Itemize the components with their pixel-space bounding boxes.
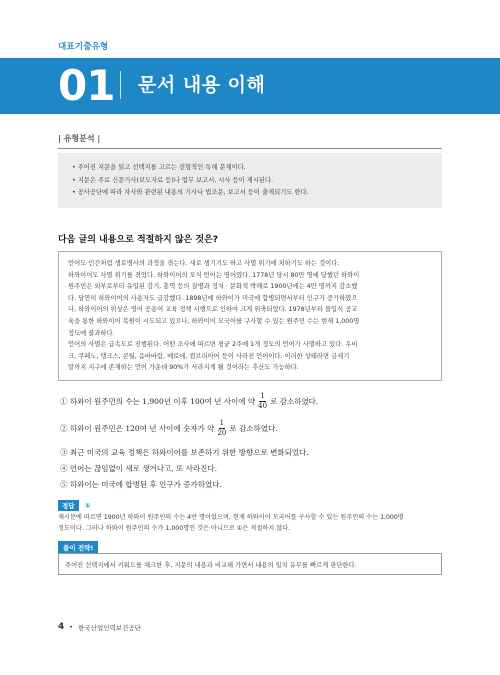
analysis-bullet: • 공사공단에 따라 자사와 관련된 내용의 기사나 법조문, 보고서 등이 출제되기도 한다.	[72, 189, 309, 196]
analysis-heading: | 유형분석 |	[58, 133, 442, 149]
option-2-suffix: 로 감소하였다.	[229, 424, 278, 433]
fraction-numerator: 1	[219, 419, 225, 427]
option-1-suffix: 로 감소하였다.	[270, 397, 319, 406]
banner-divider	[120, 71, 121, 99]
option-5[interactable]: ⑤ 하와이는 미국에 합병된 후 인구가 증가하였다.	[60, 480, 222, 489]
section-label: 대표기출유형	[58, 42, 109, 52]
fraction	[258, 392, 267, 411]
answer-explanation	[58, 512, 448, 534]
passage-line: 나, 하와이어의 위상은 영어 공용어 교육 정책 시행으로 인하여 크게 위축되었다. 1978년부터 몰입식 공교	[68, 306, 358, 314]
chapter-title: 문서 내용 이해	[138, 74, 266, 96]
passage-line: 크, 쿠페노, 탱크스, 콘월, 음바바람, 메로에, 컴브리아어 등이 사라진 언어이다. 이러한 상태라면 금세기	[68, 352, 350, 360]
passage-line: 정도에 불과하다.	[68, 329, 115, 337]
page-footer	[58, 622, 141, 632]
analysis-bullet: • 지문은 주로 신문기사(보도자료 등)나 업무 보고서, 시사 등이 제시된다.	[72, 176, 273, 184]
passage-line: 언어의 사멸은 급속도로 진행된다. 어떤 조사에 따르면 평균 2주에 1개 정도의 언어가 사멸하고 있다. 우비	[68, 341, 358, 349]
answer-badge: 정답	[58, 500, 79, 511]
option-1-text: ① 하와이 원주민의 수는 1,900년 이후 100여 년 사이에 약	[60, 397, 256, 406]
passage-line: 하와이어도 사멸 위기를 겪었다. 하와이어의 모식 언어는 영어였다. 1778년 당시 80만 명에 달했던 하와이	[68, 271, 360, 279]
analysis-box	[58, 153, 442, 208]
explanation-line: 정도이다. 그러나 하와이 원주민의 수가 1,000명인 것은 아니므로 ①은 적절하지 않다.	[58, 525, 291, 532]
organization-name: 한국산업인력보건공단	[78, 623, 141, 632]
answer-row	[58, 500, 91, 511]
chapter-number: 01	[58, 61, 115, 110]
title-banner	[0, 58, 500, 114]
footer-separator: •	[69, 623, 74, 631]
answer-value: ①	[84, 501, 91, 510]
option-3[interactable]: ③ 최근 미국의 교육 정책은 하와이어를 보존하기 위한 방향으로 변화되었다.	[60, 448, 309, 457]
option-1[interactable]	[60, 392, 318, 411]
passage-line: 언어도 인간처럼 생로병사의 과정을 겪는다. 새로 생기기도 하고 사멸 위기에 처하기도 하는 것이다.	[68, 260, 340, 267]
option-2[interactable]	[60, 419, 278, 438]
page-number: 4	[58, 622, 65, 632]
tip-box: 주어진 선택지에서 키워드를 체크한 후, 지문의 내용과 비교해 가면서 내용의 일치 유무를 빠르게 판단한다.	[58, 553, 442, 575]
passage-box	[58, 251, 442, 381]
fraction-numerator: 1	[260, 392, 265, 400]
passage-line: 원주민은 외부로부터 유입된 감기, 홍역 등의 질병과 정치 · 문화적 박해로 1900년에는 4만 명까지 감소했	[68, 283, 358, 291]
fraction	[217, 419, 226, 438]
analysis-bullet: • 주어진 지문을 읽고 선택지를 고르는 전형적인 독해 문제이다.	[72, 164, 246, 171]
explanation-line: 제시문에 따르면 1900년 하와이 원주민의 수는 4만 명이었으며, 현재 하와이어 모국어를 구사할 수 있는 원주민의 수는 1,000명	[58, 514, 404, 521]
fraction-denominator: 20	[217, 429, 227, 437]
fraction-denominator: 40	[258, 402, 268, 410]
tip-badge: 풀이 전략!	[58, 541, 98, 554]
option-2-text: ② 하와이 원주민은 120여 년 사이에 숫자가 약	[60, 424, 215, 433]
option-4[interactable]: ④ 언어는 끊임없이 새로 생겨나고, 또 사라진다.	[60, 464, 217, 473]
passage-line: 육을 통한 하와이어 복원이 시도되고 있으나, 하와이어 모국어를 구사할 수 있는 원주민 수는 현재 1,000명	[68, 317, 360, 325]
passage-line: 다. 당연히 하와이어의 사용자도 급감했다. 1898년에 하와이가 미국에 합병되면서부터 인구가 증가하였으	[68, 294, 358, 302]
question-text: 다음 글의 내용으로 적절하지 않은 것은?	[58, 235, 218, 245]
passage-line: 말까지 지구에 존재하는 언어 가운데 90%가 사라지게 될 것이라는 추산도 가능하다.	[68, 364, 299, 372]
